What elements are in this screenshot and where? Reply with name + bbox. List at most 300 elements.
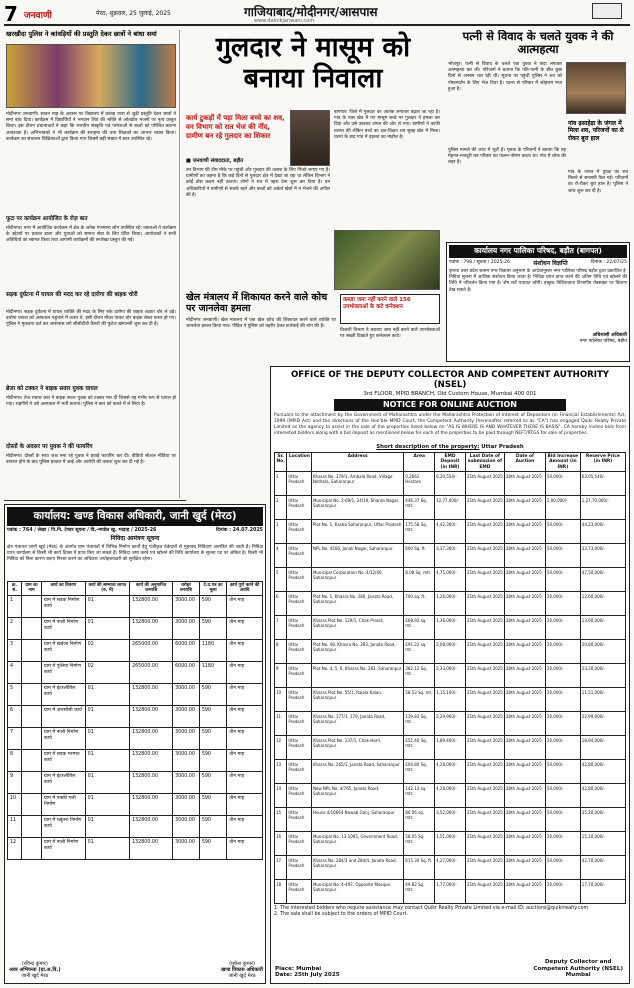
notice-heading: संशोधन विज्ञप्ति [533, 259, 568, 267]
tender-cell: 590 [199, 683, 227, 705]
victim-photo [566, 62, 626, 114]
nsel-cell: 16 [275, 832, 287, 856]
students-photo [6, 44, 176, 108]
nsel-cell: 58.05 Sq. mtr. [404, 832, 435, 856]
nsel-cell: 251.40 Sq. mtr. [404, 736, 435, 760]
main-body-left: वन विभाग की टीम मौके पर पहुंची और गुलदार की तलाश के लिए पिंजरे लगाए गए हैं। ग्रामीणों का कहना है कि कई दिनों से गुलदार क्षेत्र में देखा जा रहा था लेकिन विभाग ने कोई ठोस कदम नहीं उठाया। लोगों ने रात में पहरा देना शुरू कर दिया है। वन अधिकारियों ने ग्रामीणों से सतर्क रहने और बच्चों को अकेले खेतों में न भेजने की अपील की है। [186, 168, 330, 198]
nsel-cell: 50,000/- [545, 544, 580, 568]
nsel-cell: 382.12 Sq. mt. [404, 664, 435, 688]
tender-cell [22, 595, 42, 617]
nsel-cell: Municipal Corporation No. 4/12/46, Saharanpur [311, 568, 403, 592]
tender-cell: तीन माह [227, 617, 263, 639]
tender-cell: 3 [8, 639, 22, 661]
main-body-right: बागपत। जिले में गुलदार का आतंक लगातार बढ़ता जा रहा है। गांव के पास खेत में गए मासूम बच्चे पर गुलदार ने हमला कर दिया और उसे उठाकर जंगल की ओर ले गया। ग्रामीणों ने काफी तलाश की लेकिन बच्चे का क्षत-विक्षत शव सुबह खेत में मिला। घटना के बाद गांव में दहशत का माहौल है। [334, 110, 440, 140]
nsel-row [275, 880, 626, 904]
right-story-body-2: पुलिस मामले की जांच में जुटी है। मृतक के परिजनों ने बताया कि वह मेहनत-मजदूरी कर परिवार का पालन-पोषण करता था। गांव में शोक की लहर है। [448, 148, 566, 166]
tender-cell: ग्राम में आरसीसी कार्य [42, 705, 86, 727]
tender-cell: 6000.00 [173, 639, 200, 661]
left-story [4, 30, 180, 498]
dateline: मेरठ, शुक्रवार, 25 जुलाई, 2025 [96, 10, 171, 17]
nsel-cell: 17 [275, 856, 287, 880]
nsel-row [275, 616, 626, 640]
nsel-subtitle: NOTICE FOR ONLINE AUCTION [334, 399, 566, 411]
nsel-cell: 13,60,000/- [580, 616, 625, 640]
tender-cell [22, 815, 42, 837]
nsel-cell: 12,77,000/- [435, 496, 466, 520]
tender-cell: ग्राम में इंटरलॉकिंग कार्य [42, 683, 86, 705]
nsel-cell: 28th August 2025 [504, 592, 545, 616]
nagar-palika-notice [446, 242, 630, 362]
nsel-cell: 28th August 2025 [504, 760, 545, 784]
tender-cell: 3000.00 [173, 617, 200, 639]
nsel-cell: 2,08,000/- [435, 640, 466, 664]
nsel-cell: Khasra Plot No. 55/1, Rajola Kalan, Saharanpur [311, 688, 403, 712]
tender-cell [22, 793, 42, 815]
nsel-col-header: Reserve Price (in INR) [580, 452, 625, 472]
tender-cell: 132800.00 [130, 727, 173, 749]
nsel-cell: 28th August 2025 [504, 520, 545, 544]
nsel-cell: NPL No. 4506, Janak Nagar, Saharanpur [311, 544, 403, 568]
nsel-cell: 18,94,000/- [580, 736, 625, 760]
nsel-cell: Plot No. 48, Khasra No. 283, Janata Road, Saharanpur [311, 640, 403, 664]
right-side-body: गांव के जंगल में युवक का शव मिलने से सनसनी फैल गई। परिजनों का रो-रोकर बुरा हाल है। पुलिस ने जांच शुरू कर दी है। [568, 170, 628, 194]
short-desc-label: Short description of the property: [376, 443, 480, 450]
tender-sign-right [221, 961, 263, 980]
nsel-cell: Khasra No. 379/1, Ambala Road, Village Nethela, Saharanpur [311, 472, 403, 496]
nsel-place: Place: Mumbai [275, 965, 322, 972]
nsel-row [275, 832, 626, 856]
tender-cell [22, 683, 42, 705]
nsel-date: Date: 25th July 2025 [275, 972, 340, 979]
side-story-body: मोदीनगर जनवाणी। खेल मंत्रालय में एक खेल कोच की शिकायत करने वाले व्यक्ति पर जानलेवा हमला किया गया। पीड़ित ने पुलिस को तहरीर देकर कार्रवाई की मांग की है। [186, 318, 336, 330]
nsel-row [275, 664, 626, 688]
nsel-cell: 6 [275, 592, 287, 616]
tender-cell: तीन माह [227, 815, 263, 837]
tender-cell: 11 [8, 815, 22, 837]
tender-cell: 8 [8, 749, 22, 771]
tender-cell: 590 [199, 749, 227, 771]
nsel-cell: 25th August 2025 [465, 808, 504, 832]
nsel-cell: 1 [275, 472, 287, 496]
nsel-cell: 25th August 2025 [465, 640, 504, 664]
notice-ref-row [449, 260, 627, 267]
nsel-cell: 5 [275, 568, 287, 592]
nsel-col-header: Date of Auction [504, 452, 545, 472]
left-sub-headline-1: फूटा पर कार्यक्रम आयोजित के रोज़ बात [6, 216, 88, 222]
short-desc-value: Uttar Pradesh [481, 443, 524, 450]
tender-cell: 132800.00 [130, 617, 173, 639]
sign-left-name: (रविन्द्र कुमार) [21, 960, 48, 967]
side-headline: खेल मंत्रालय में शिकायत करने वाले कोच पर जानलेवा हमला [186, 292, 328, 314]
nsel-cell: Uttar Pradesh [287, 688, 312, 712]
tender-cell: 132800.00 [130, 815, 173, 837]
nsel-cell: 1,26,000/- [435, 592, 466, 616]
nsel-cell: 11,51,000/- [580, 688, 625, 712]
nsel-cell: 12,60,000/- [580, 592, 625, 616]
nsel-row [275, 856, 626, 880]
nsel-cell: 42,80,000/- [580, 784, 625, 808]
nsel-cell: 2,00,000/- [545, 496, 580, 520]
website-url[interactable]: www.dainikjanwani.com [254, 18, 315, 24]
nsel-cell: 268.93 sq. mt. [404, 616, 435, 640]
tender-cell: 590 [199, 617, 227, 639]
nsel-table [274, 452, 626, 905]
nsel-cell: 25th August 2025 [465, 592, 504, 616]
nsel-cell: 20,000/- [545, 592, 580, 616]
nsel-cell: 28th August 2025 [504, 496, 545, 520]
tender-cell: 3000.00 [173, 815, 200, 837]
tender-cell: 12 [8, 837, 22, 859]
nsel-row [275, 712, 626, 736]
tender-cell: 01 [85, 749, 129, 771]
main-byline: ■ जनवाणी संवाददाता, बड़ौत [186, 158, 244, 164]
nsel-cell: 25th August 2025 [465, 664, 504, 688]
tender-cell: 3000.00 [173, 705, 200, 727]
tender-cell [22, 705, 42, 727]
nsel-cell: 20,000/- [545, 664, 580, 688]
nsel-cell: 28th August 2025 [504, 664, 545, 688]
tender-signatures [9, 961, 263, 980]
nsel-cell: 42,70,000/- [580, 856, 625, 880]
nsel-title: OFFICE OF THE DEPUTY COLLECTOR AND COMPETENT AUTHORITY (NSEL) [290, 370, 610, 391]
nsel-cell: 0.2662 Hectare [404, 472, 435, 496]
nsel-cell: Uttar Pradesh [287, 712, 312, 736]
nsel-cell: 50,000/- [545, 808, 580, 832]
tender-cell: 6000.00 [173, 661, 200, 683]
nsel-cell: Uttar Pradesh [287, 592, 312, 616]
nsel-cell: 1,51,000/- [435, 832, 466, 856]
nsel-footnote-1: 1. The interested bidders who require assistance may contact Quikr Realty Private Limited via e-mail ID: auctions@quikrrealty.com [274, 906, 589, 912]
left-sub-headline-2: सड़क दुर्घटना में घायल की मदद कर रहे दारोगा की बाइक चोरी [6, 292, 138, 298]
nsel-col-header: Area [404, 452, 435, 472]
nsel-cell: 700 sq. ft. [404, 592, 435, 616]
nsel-place-date [275, 966, 340, 979]
tender-cell: 01 [85, 837, 129, 859]
tender-date: दिनांक : 24.07.2025 [216, 527, 263, 533]
nsel-cell: 2 [275, 496, 287, 520]
tender-cell: तीन माह [227, 661, 263, 683]
nsel-cell: 20,80,000/- [580, 640, 625, 664]
nsel-cell: Municipal No. 2-69/1, 24/19, Sharda Nagar, Saharanpur [311, 496, 403, 520]
tender-cell: 3000.00 [173, 837, 200, 859]
tender-cell: ग्राम में इंटरलॉकिंग कार्य [42, 771, 86, 793]
nsel-cell: 50,000/- [545, 856, 580, 880]
tender-row [8, 639, 263, 661]
nsel-cell: 58.53 Sq. mt. [404, 688, 435, 712]
nsel-cell: 204.84 Sq. mtr. [404, 760, 435, 784]
nsel-cell: 50,000/- [545, 760, 580, 784]
nsel-footnotes [274, 906, 626, 918]
notice-title: कार्यालय नगर पालिका परिषद, बड़ौत (बागपत) [449, 245, 627, 258]
nsel-notice [270, 366, 630, 984]
right-headline: पत्नी से विवाद के चलते युवक ने की आत्महत्या [462, 30, 614, 56]
nsel-row [275, 688, 626, 712]
sign-right-title: खण्ड विकास अधिकारी [221, 966, 263, 973]
tender-cell: ग्राम में सड़क मरम्मत कार्य [42, 749, 86, 771]
nsel-cell: 20,000/- [545, 616, 580, 640]
tender-cell: 02 [85, 661, 129, 683]
nsel-row [275, 760, 626, 784]
nsel-cell: 25th August 2025 [465, 856, 504, 880]
nsel-intro: Pursuant to the attachment by the Government of Maharashtra under the Maharashtra Protection of Interest of Depositors (in Financial Establishments) Act, 1999 (MPID Act) and the directions of the Hon'ble MPID Court, the Competent Authority (hereinafter referred to as "CA") has engaged Quikr Realty Private Limited as the agency to assist in the sale of the properties listed below on "AS IS WHERE IS AND WHATEVER THERE IS BASIS". CA hereby invites bids from interested bidders along with a bid deposit as mentioned below for each of the properties to be paid through NEFT/RTGS for sale of properties. [274, 412, 626, 436]
tender-cell: ग्राम में नाली निर्माण कार्य [42, 727, 86, 749]
left-sub-headline-3: ब्रेजा को टक्कर ने बाइक सवार युवक घायल [6, 386, 98, 392]
tender-title: कार्यालय: खण्ड विकास अधिकारी, जानी खुर्द (मेरठ) [7, 507, 263, 526]
nsel-cell: 4,28,000/- [435, 784, 466, 808]
tender-cell: 3000.00 [173, 727, 200, 749]
nsel-cell: Uttar Pradesh [287, 760, 312, 784]
main-deck: कार्य टुकड़ों में पड़ा मिला बच्चे का शव, वन विभाग को रात भेज की नींद, ग्रामीण बन रहे गुलदार का शिकार [186, 114, 285, 140]
tender-col-header: ग्राम का नाम [22, 581, 42, 595]
nsel-cell: 25th August 2025 [465, 832, 504, 856]
tender-cell: 3000.00 [173, 595, 200, 617]
tender-ref: पत्रांक : 764 / लेखा / पि.नि. टेण्डर सूचना / वि.-मण्डेल खु. भाड़ाह / 2025-26 [7, 527, 157, 533]
nsel-cell: 22,99,000/- [580, 712, 625, 736]
tender-row [8, 749, 263, 771]
box-story-body: बिजली विभाग ने बकाया जमा नहीं करने वाले उपभोक्ताओं पर सख्ती दिखाते हुए कनेक्शन काटे। [340, 328, 440, 340]
tender-cell: 590 [199, 793, 227, 815]
tender-cell: 01 [85, 727, 129, 749]
notice-signature [449, 333, 627, 345]
nsel-cell: Uttar Pradesh [287, 472, 312, 496]
nsel-cell: 3 [275, 520, 287, 544]
tender-cell: 2 [8, 617, 22, 639]
signatory-org: नगर पालिका परिषद, बड़ौत [579, 338, 627, 344]
tender-cell: 265000.00 [130, 639, 173, 661]
tender-cell: 590 [199, 815, 227, 837]
nsel-cell: 1,89,400/- [435, 736, 466, 760]
tender-row [8, 661, 263, 683]
tender-col-header: टे.प्र.पत्र का मूल्य [199, 581, 227, 595]
box-headline: कब्ज़ा जमा नहीं करने वाले 156 उपभोक्ताओं के कटे कनेक्शन [343, 297, 411, 310]
tender-col-header: क्र. सं. [8, 581, 22, 595]
nsel-cell: 291.22 sq. mt. [404, 640, 435, 664]
nsel-cell: 20,000/- [545, 736, 580, 760]
tender-cell: 132800.00 [130, 837, 173, 859]
nsel-cell: 47,50,000/- [580, 568, 625, 592]
tender-cell: ग्राम में पुलिया निर्माण कार्य [42, 661, 86, 683]
tender-cell: 590 [199, 771, 227, 793]
nsel-cell: Uttar Pradesh [287, 544, 312, 568]
tender-col-header: कार्य की सम्भाव्य लागत (रु. में) [85, 581, 129, 595]
page-number: 7 [4, 2, 18, 26]
tender-cell: 5 [8, 683, 22, 705]
nsel-cell: 1,36,000/- [435, 616, 466, 640]
forest-photo [334, 230, 440, 290]
left-sub-body-3: मोदीनगर। तेज रफ्तार कार ने बाइक सवार युवक को टक्कर मार दी जिससे वह गंभीर रूप से घायल हो गया। राहगीरों ने उसे अस्पताल में भर्ती कराया। पुलिस ने कार को कब्जे में ले लिया है। [6, 396, 176, 408]
nsel-cell: 44,23,000/- [580, 520, 625, 544]
tender-cell [22, 639, 42, 661]
nsel-cell: 12 [275, 736, 287, 760]
corner-logo [592, 3, 622, 19]
nsel-cell: 600 Sq. ft. [404, 544, 435, 568]
nsel-cell: 6,30,554/- [435, 472, 466, 496]
tender-cell: 132800.00 [130, 749, 173, 771]
nsel-cell: 28th August 2025 [504, 640, 545, 664]
tender-cell: ग्राम में नाली निर्माण कार्य [42, 617, 86, 639]
nsel-cell: 50,000/- [545, 472, 580, 496]
nsel-cell: 8.08 Sq. mtr. [404, 568, 435, 592]
nsel-col-header: Location [287, 452, 312, 472]
tender-cell: 9 [8, 771, 22, 793]
tender-cell: 01 [85, 617, 129, 639]
tender-col-header: धरोहर धनराशि [173, 581, 200, 595]
nsel-cell: 25th August 2025 [465, 784, 504, 808]
nsel-sign-1: Deputy Collector and [544, 958, 612, 965]
nsel-cell: 10 [275, 688, 287, 712]
tender-cell: 01 [85, 683, 129, 705]
nsel-cell: Khasra No. 177/1, 179, Janata Road, Saharanpur [311, 712, 403, 736]
nsel-cell: Uttar Pradesh [287, 664, 312, 688]
nsel-cell: 446.37 Sq. mtr. [404, 496, 435, 520]
nsel-cell: 15,10,000/- [580, 832, 625, 856]
nsel-row [275, 568, 626, 592]
nsel-cell: Uttar Pradesh [287, 832, 312, 856]
nsel-cell: 2,33,000/- [435, 664, 466, 688]
sign-left-place: जानी खुर्द मेरठ [21, 972, 49, 979]
tender-cell: तीन माह [227, 749, 263, 771]
tender-cell: 132800.00 [130, 705, 173, 727]
nsel-address: 3rd FLOOR, MPID BRANCH, Old Custom House, Mumbai 400 001 [363, 390, 537, 397]
nsel-cell: 1,77,000/- [435, 880, 466, 904]
nsel-cell: 25th August 2025 [465, 568, 504, 592]
nsel-row [275, 472, 626, 496]
nsel-cell: Plot No. 1, Kasba Saharanpur, Uttar Pradesh [311, 520, 403, 544]
nsel-cell: Municipal No. 4-497, Opposite Mosque, Saharanpur [311, 880, 403, 904]
nsel-col-header: Last Date of submission of EMD [465, 452, 504, 472]
nsel-cell: Uttar Pradesh [287, 880, 312, 904]
nsel-cell: 20,000/- [545, 640, 580, 664]
nsel-cell: 25th August 2025 [465, 736, 504, 760]
nsel-cell: 4 [275, 544, 287, 568]
tender-cell: 4 [8, 661, 22, 683]
tender-cell: ग्राम में नाली निर्माण कार्य [42, 837, 86, 859]
nsel-cell: 175.58 Sq. mtr. [404, 520, 435, 544]
nsel-cell: 20,000/- [545, 712, 580, 736]
nsel-cell: 1,15,100/- [435, 688, 466, 712]
nsel-cell: 50,000/- [545, 520, 580, 544]
nsel-row [275, 640, 626, 664]
nsel-col-header: Sr. No. [275, 452, 287, 472]
nsel-cell: Plot No. 1, Khasra No. 280, Janata Road, Saharanpur [311, 592, 403, 616]
tender-row [8, 793, 263, 815]
tender-cell: 1180 [199, 661, 227, 683]
nsel-cell: 28th August 2025 [504, 736, 545, 760]
nsel-cell: 17,70,000/- [580, 880, 625, 904]
nsel-cell: 25th August 2025 [465, 520, 504, 544]
nsel-cell: 18 [275, 880, 287, 904]
nsel-cell: 86.06 sq. mtr. [404, 808, 435, 832]
nsel-cell: Uttar Pradesh [287, 784, 312, 808]
nsel-cell: 23,30,000/- [580, 664, 625, 688]
nsel-short-desc [274, 444, 626, 451]
nsel-cell: 25th August 2025 [465, 760, 504, 784]
right-story [446, 30, 630, 240]
nsel-cell: 25th August 2025 [465, 544, 504, 568]
tender-cell: ग्राम में पक्की गली निर्माण [42, 793, 86, 815]
main-story [184, 30, 442, 360]
nsel-cell: 8 [275, 640, 287, 664]
tender-cell: 590 [199, 837, 227, 859]
nsel-cell: Uttar Pradesh [287, 736, 312, 760]
tender-col-header: कार्य की अनुमानित धनराशि [130, 581, 173, 595]
left-sub-headline-4: दोस्तों के अवसर पर युवक ने की फायरिंग [6, 444, 93, 450]
tender-cell: 6 [8, 705, 22, 727]
nsel-cell: 28th August 2025 [504, 712, 545, 736]
nsel-row [275, 736, 626, 760]
tender-cell: 132800.00 [130, 771, 173, 793]
tender-cell: 02 [85, 639, 129, 661]
nsel-cell: 28th August 2025 [504, 784, 545, 808]
tender-cell: 01 [85, 793, 129, 815]
nsel-cell: Uttar Pradesh [287, 856, 312, 880]
nsel-cell: 25th August 2025 [465, 496, 504, 520]
tender-cell: 3000.00 [173, 749, 200, 771]
nsel-cell: 4,42,300/- [435, 520, 466, 544]
tender-row [8, 837, 263, 859]
tender-sign-left [9, 961, 61, 980]
nsel-cell: Khasra No. 284/3 and 284/4, Janata Road, Saharanpur [311, 856, 403, 880]
left-sub-body-1: मोदीनगर। नगर में आयोजित कार्यक्रम में क्षेत्र के अनेक गणमान्य लोग उपस्थित रहे। वक्ताओं ने कार्यक्रम के उद्देश्यों पर प्रकाश डाला और युवाओं को समाज सेवा के लिए प्रेरित किया। आयोजकों ने सभी अतिथियों का स्वागत किया तथा आगामी कार्यक्रमों की रूपरेखा प्रस्तुत की गई। [6, 226, 176, 244]
nsel-row [275, 784, 626, 808]
nsel-footnote-2: 2. The sale shall be subject to the orders of MPID Court. [274, 912, 408, 918]
nsel-cell: 28th August 2025 [504, 568, 545, 592]
nsel-cell: 33,73,000/- [580, 544, 625, 568]
nsel-cell: 9 [275, 664, 287, 688]
nsel-cell: 28th August 2025 [504, 472, 545, 496]
nsel-cell: New NPL No. 4/765, Janata Road, Saharanpur [311, 784, 403, 808]
tender-cell: ग्राम में खड़ंजा निर्माण कार्य [42, 639, 86, 661]
nsel-cell: 63,05,540/- [580, 472, 625, 496]
nsel-cell: 119.83 Sq. mt. [404, 712, 435, 736]
tender-row [8, 815, 263, 837]
tender-col-header: कार्य पूर्ण करने की अवधि [227, 581, 263, 595]
child-photo [290, 110, 330, 166]
tender-cell: 132800.00 [130, 595, 173, 617]
nsel-col-header: EMD Deposit (in INR) [435, 452, 466, 472]
tender-cell: 3000.00 [173, 683, 200, 705]
nsel-cell: Uttar Pradesh [287, 640, 312, 664]
tender-cell: तीन माह [227, 683, 263, 705]
tender-cell [22, 727, 42, 749]
nsel-cell: 3,37,300/- [435, 544, 466, 568]
sign-right-place: जानी खुर्द मेरठ [228, 972, 256, 979]
tender-cell [22, 771, 42, 793]
nsel-col-header: Bid Increase Amount (in INR) [545, 452, 580, 472]
nsel-row [275, 592, 626, 616]
tender-cell: 01 [85, 705, 129, 727]
left-story-headline: खरखौदा पुलिस ने कांवड़ियों की प्रस्तुति देकर छात्रों ने बांधा समां [6, 30, 157, 38]
nsel-cell: 2,29,900/- [435, 712, 466, 736]
tender-cell: तीन माह [227, 771, 263, 793]
masthead [4, 2, 630, 26]
main-headline: गुलदार ने मासूम को बनाया निवाला [215, 32, 411, 94]
tender-cell: तीन माह [227, 793, 263, 815]
tender-cell: 7 [8, 727, 22, 749]
nsel-cell: 28th August 2025 [504, 808, 545, 832]
tender-cell: ग्राम में सड़क निर्माण कार्य [42, 595, 86, 617]
nsel-cell: 42,80,000/- [580, 760, 625, 784]
tender-row [8, 617, 263, 639]
nsel-cell: 25th August 2025 [465, 616, 504, 640]
sign-right-name: (मुकेश कुमार) [229, 960, 255, 967]
tender-cell: तीन माह [227, 727, 263, 749]
nsel-cell: 25th August 2025 [465, 472, 504, 496]
nsel-cell: 25th August 2025 [465, 712, 504, 736]
box-story [340, 294, 440, 324]
tender-cell: 132800.00 [130, 683, 173, 705]
tender-cell: 590 [199, 705, 227, 727]
